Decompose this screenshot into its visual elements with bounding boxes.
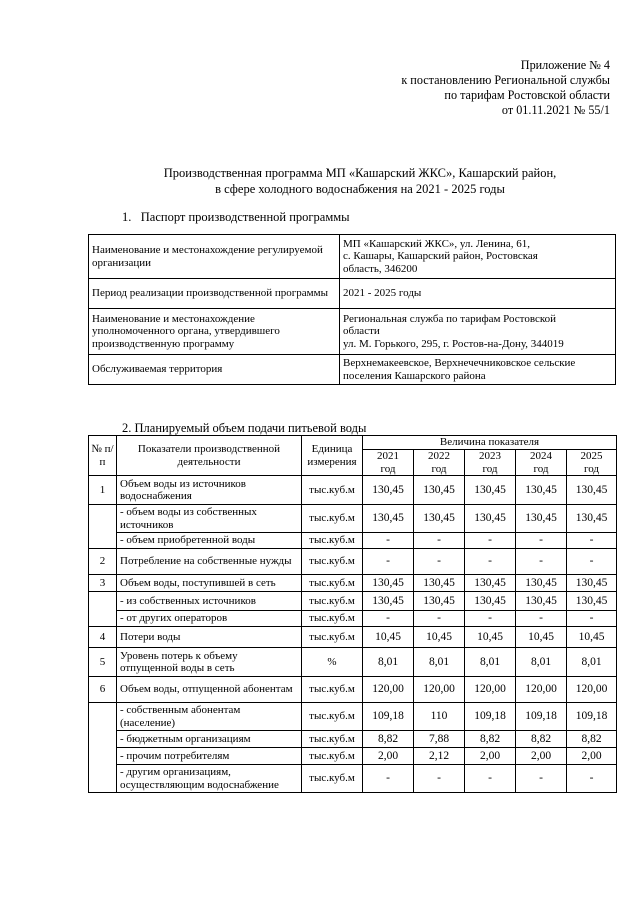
value-cell: 8,82: [363, 731, 414, 748]
unit-cell: тыс.куб.м: [302, 575, 363, 592]
value-cell: 8,01: [516, 648, 567, 677]
passport-value-line: Верхнемакеевское, Верхнечечниковское сельские: [343, 357, 576, 369]
passport-key: Наименование и местонахождение регулируемой организации: [89, 235, 340, 279]
passport-table: [88, 234, 616, 385]
year-number: 2023: [479, 450, 501, 462]
value-cell: -: [414, 765, 465, 793]
year-header: [516, 450, 567, 476]
row-number: 1: [89, 476, 117, 505]
unit-cell: тыс.куб.м: [302, 627, 363, 648]
year-header: [465, 450, 516, 476]
indicator-name: - объем воды из собственных источников: [117, 505, 302, 533]
value-cell: 130,45: [567, 575, 617, 592]
value-cell: 130,45: [465, 592, 516, 611]
col-header-unit: Единица измерения: [302, 436, 363, 476]
value-cell: 2,12: [414, 748, 465, 765]
passport-value: [340, 309, 616, 355]
row-number: 5: [89, 648, 117, 677]
document-title: [60, 166, 640, 197]
value-cell: 2,00: [567, 748, 617, 765]
value-cell: 8,01: [363, 648, 414, 677]
year-word: год: [583, 462, 600, 475]
value-cell: -: [465, 549, 516, 575]
table-row: [89, 611, 617, 627]
passport-value-line: с. Кашары, Кашарский район, Ростовская: [343, 250, 538, 263]
unit-cell: тыс.куб.м: [302, 505, 363, 533]
value-cell: 7,88: [414, 731, 465, 748]
year-number: 2021: [377, 450, 399, 462]
value-cell: 120,00: [363, 677, 414, 703]
indicator-name: Уровень потерь к объему отпущенной воды в сеть: [117, 648, 302, 677]
value-cell: 120,00: [414, 677, 465, 703]
row-number: [89, 592, 117, 627]
value-cell: 8,82: [567, 731, 617, 748]
appendix-header: [310, 58, 610, 118]
value-cell: 2,00: [465, 748, 516, 765]
value-cell: -: [363, 611, 414, 627]
value-cell: 130,45: [363, 476, 414, 505]
unit-cell: тыс.куб.м: [302, 765, 363, 793]
value-cell: -: [363, 765, 414, 793]
passport-row: [89, 279, 616, 309]
value-cell: 130,45: [567, 476, 617, 505]
indicator-name: - объем приобретенной воды: [117, 533, 302, 549]
value-cell: 130,45: [465, 505, 516, 533]
indicator-name: - прочим потребителям: [117, 748, 302, 765]
year-word: год: [482, 462, 498, 475]
value-cell: -: [465, 765, 516, 793]
indicator-name: Объем воды из источников водоснабжения: [117, 476, 302, 505]
unit-cell: тыс.куб.м: [302, 611, 363, 627]
value-cell: -: [465, 611, 516, 627]
value-cell: -: [516, 611, 567, 627]
value-cell: 2,00: [363, 748, 414, 765]
year-number: 2024: [530, 450, 552, 462]
value-cell: 8,82: [516, 731, 567, 748]
indicator-name: - другим организациям, осуществляющим водоснабжение: [117, 765, 302, 793]
value-cell: 10,45: [363, 627, 414, 648]
row-number: 4: [89, 627, 117, 648]
value-cell: 8,01: [465, 648, 516, 677]
value-cell: 110: [414, 703, 465, 731]
header-line: к постановлению Региональной службы: [401, 73, 610, 87]
volumes-table: [88, 435, 617, 793]
value-cell: -: [567, 533, 617, 549]
value-cell: 130,45: [516, 592, 567, 611]
value-cell: -: [414, 549, 465, 575]
value-cell: -: [567, 765, 617, 793]
value-cell: 130,45: [414, 592, 465, 611]
value-cell: 8,01: [414, 648, 465, 677]
indicator-name: Объем воды, поступившей в сеть: [117, 575, 302, 592]
passport-row: [89, 309, 616, 355]
row-number: 6: [89, 677, 117, 703]
passport-key: Период реализации производственной программы: [89, 279, 340, 309]
value-cell: 120,00: [465, 677, 516, 703]
col-header-num: № п/п: [89, 436, 117, 476]
passport-value-line: поселения Кашарского района: [343, 369, 486, 382]
indicator-name: - из собственных источников: [117, 592, 302, 611]
passport-value-line: МП «Кашарский ЖКС», ул. Ленина, 61,: [343, 237, 530, 250]
passport-value-line: 2021 - 2025 годы: [343, 287, 422, 300]
value-cell: 109,18: [567, 703, 617, 731]
passport-row: [89, 355, 616, 385]
value-cell: 130,45: [363, 505, 414, 533]
value-cell: 130,45: [414, 505, 465, 533]
year-header: [567, 450, 617, 476]
value-cell: -: [465, 533, 516, 549]
value-cell: 10,45: [465, 627, 516, 648]
value-cell: 109,18: [516, 703, 567, 731]
unit-cell: тыс.куб.м: [302, 731, 363, 748]
header-line: от 01.11.2021 № 55/1: [501, 103, 610, 117]
value-cell: 10,45: [567, 627, 617, 648]
value-cell: 109,18: [363, 703, 414, 731]
table-row: [89, 575, 617, 592]
unit-cell: тыс.куб.м: [302, 592, 363, 611]
title-line-2: в сфере холодного водоснабжения на 2021 - 2025 годы: [215, 181, 505, 196]
value-cell: 130,45: [414, 476, 465, 505]
section-2-heading: 2. Планируемый объем подачи питьевой воды: [122, 421, 367, 435]
value-cell: 8,82: [465, 731, 516, 748]
table-row: [89, 703, 617, 731]
value-cell: 2,00: [516, 748, 567, 765]
value-cell: 120,00: [567, 677, 617, 703]
unit-cell: тыс.куб.м: [302, 703, 363, 731]
value-cell: 130,45: [363, 575, 414, 592]
value-cell: -: [516, 549, 567, 575]
row-number: 2: [89, 549, 117, 575]
header-line: по тарифам Ростовской области: [444, 88, 610, 102]
unit-cell: тыс.куб.м: [302, 549, 363, 575]
year-number: 2025: [580, 450, 603, 462]
value-cell: 130,45: [363, 592, 414, 611]
unit-cell: %: [302, 648, 363, 677]
year-header: [363, 450, 414, 476]
indicator-name: - бюджетным организациям: [117, 731, 302, 748]
table-row: [89, 677, 617, 703]
unit-cell: тыс.куб.м: [302, 476, 363, 505]
passport-value: [340, 279, 616, 309]
passport-key: Обслуживаемая территория: [89, 355, 340, 385]
value-cell: 10,45: [516, 627, 567, 648]
row-number: [89, 703, 117, 793]
value-cell: 130,45: [465, 476, 516, 505]
indicator-name: - от других операторов: [117, 611, 302, 627]
value-cell: -: [567, 549, 617, 575]
table-row: [89, 533, 617, 549]
section-1-number: 1.: [122, 210, 132, 224]
value-cell: 130,45: [414, 575, 465, 592]
passport-value-line: Региональная служба по тарифам Ростовской: [343, 312, 557, 325]
indicator-name: Потери воды: [117, 627, 302, 648]
value-cell: -: [414, 533, 465, 549]
table-row: [89, 731, 617, 748]
col-header-indicator: Показатели производственной деятельности: [117, 436, 302, 476]
indicator-name: Потребление на собственные нужды: [117, 549, 302, 575]
year-word: год: [533, 462, 549, 475]
value-cell: -: [516, 533, 567, 549]
passport-key: Наименование и местонахождение уполномоченного органа, утвердившего производственную программу: [89, 309, 340, 355]
year-word: год: [380, 462, 396, 475]
header-line: Приложение № 4: [520, 58, 610, 72]
row-number: 3: [89, 575, 117, 592]
value-cell: 109,18: [465, 703, 516, 731]
value-cell: 130,45: [567, 505, 617, 533]
indicator-name: - собственным абонентам (население): [117, 703, 302, 731]
passport-value-line: области: [343, 325, 380, 338]
value-cell: -: [414, 611, 465, 627]
row-number: [89, 505, 117, 549]
section-1-title: Паспорт производственной программы: [140, 210, 350, 224]
value-cell: -: [363, 533, 414, 549]
value-cell: 130,45: [465, 575, 516, 592]
table-row: [89, 476, 617, 505]
year-header: [414, 450, 465, 476]
table-row: [89, 748, 617, 765]
passport-row: [89, 235, 616, 279]
value-cell: 130,45: [516, 476, 567, 505]
passport-value-line: область, 346200: [343, 262, 418, 275]
passport-value: [340, 235, 616, 279]
value-cell: 130,45: [516, 575, 567, 592]
value-cell: -: [516, 765, 567, 793]
unit-cell: тыс.куб.м: [302, 748, 363, 765]
value-cell: 10,45: [414, 627, 465, 648]
value-cell: -: [567, 611, 617, 627]
table-row: [89, 648, 617, 677]
table-row: [89, 549, 617, 575]
title-line-1: Производственная программа МП «Кашарский ЖКС», Кашарский район,: [163, 166, 557, 180]
table-row: [89, 592, 617, 611]
year-number: 2022: [428, 450, 450, 462]
indicator-name: Объем воды, отпущенной абонентам: [117, 677, 302, 703]
passport-value-line: ул. М. Горького, 295, г. Ростов-на-Дону, 344019: [343, 337, 564, 350]
value-cell: 120,00: [516, 677, 567, 703]
table-row: [89, 627, 617, 648]
unit-cell: тыс.куб.м: [302, 677, 363, 703]
value-cell: 130,45: [516, 505, 567, 533]
value-cell: -: [363, 549, 414, 575]
year-word: год: [431, 462, 447, 475]
table-row: [89, 765, 617, 793]
unit-cell: тыс.куб.м: [302, 533, 363, 549]
table-row: [89, 505, 617, 533]
section-1-heading: [122, 210, 350, 225]
col-header-value: Величина показателя: [363, 436, 617, 450]
value-cell: 8,01: [567, 648, 617, 677]
value-cell: 130,45: [567, 592, 617, 611]
passport-value: [340, 355, 616, 385]
